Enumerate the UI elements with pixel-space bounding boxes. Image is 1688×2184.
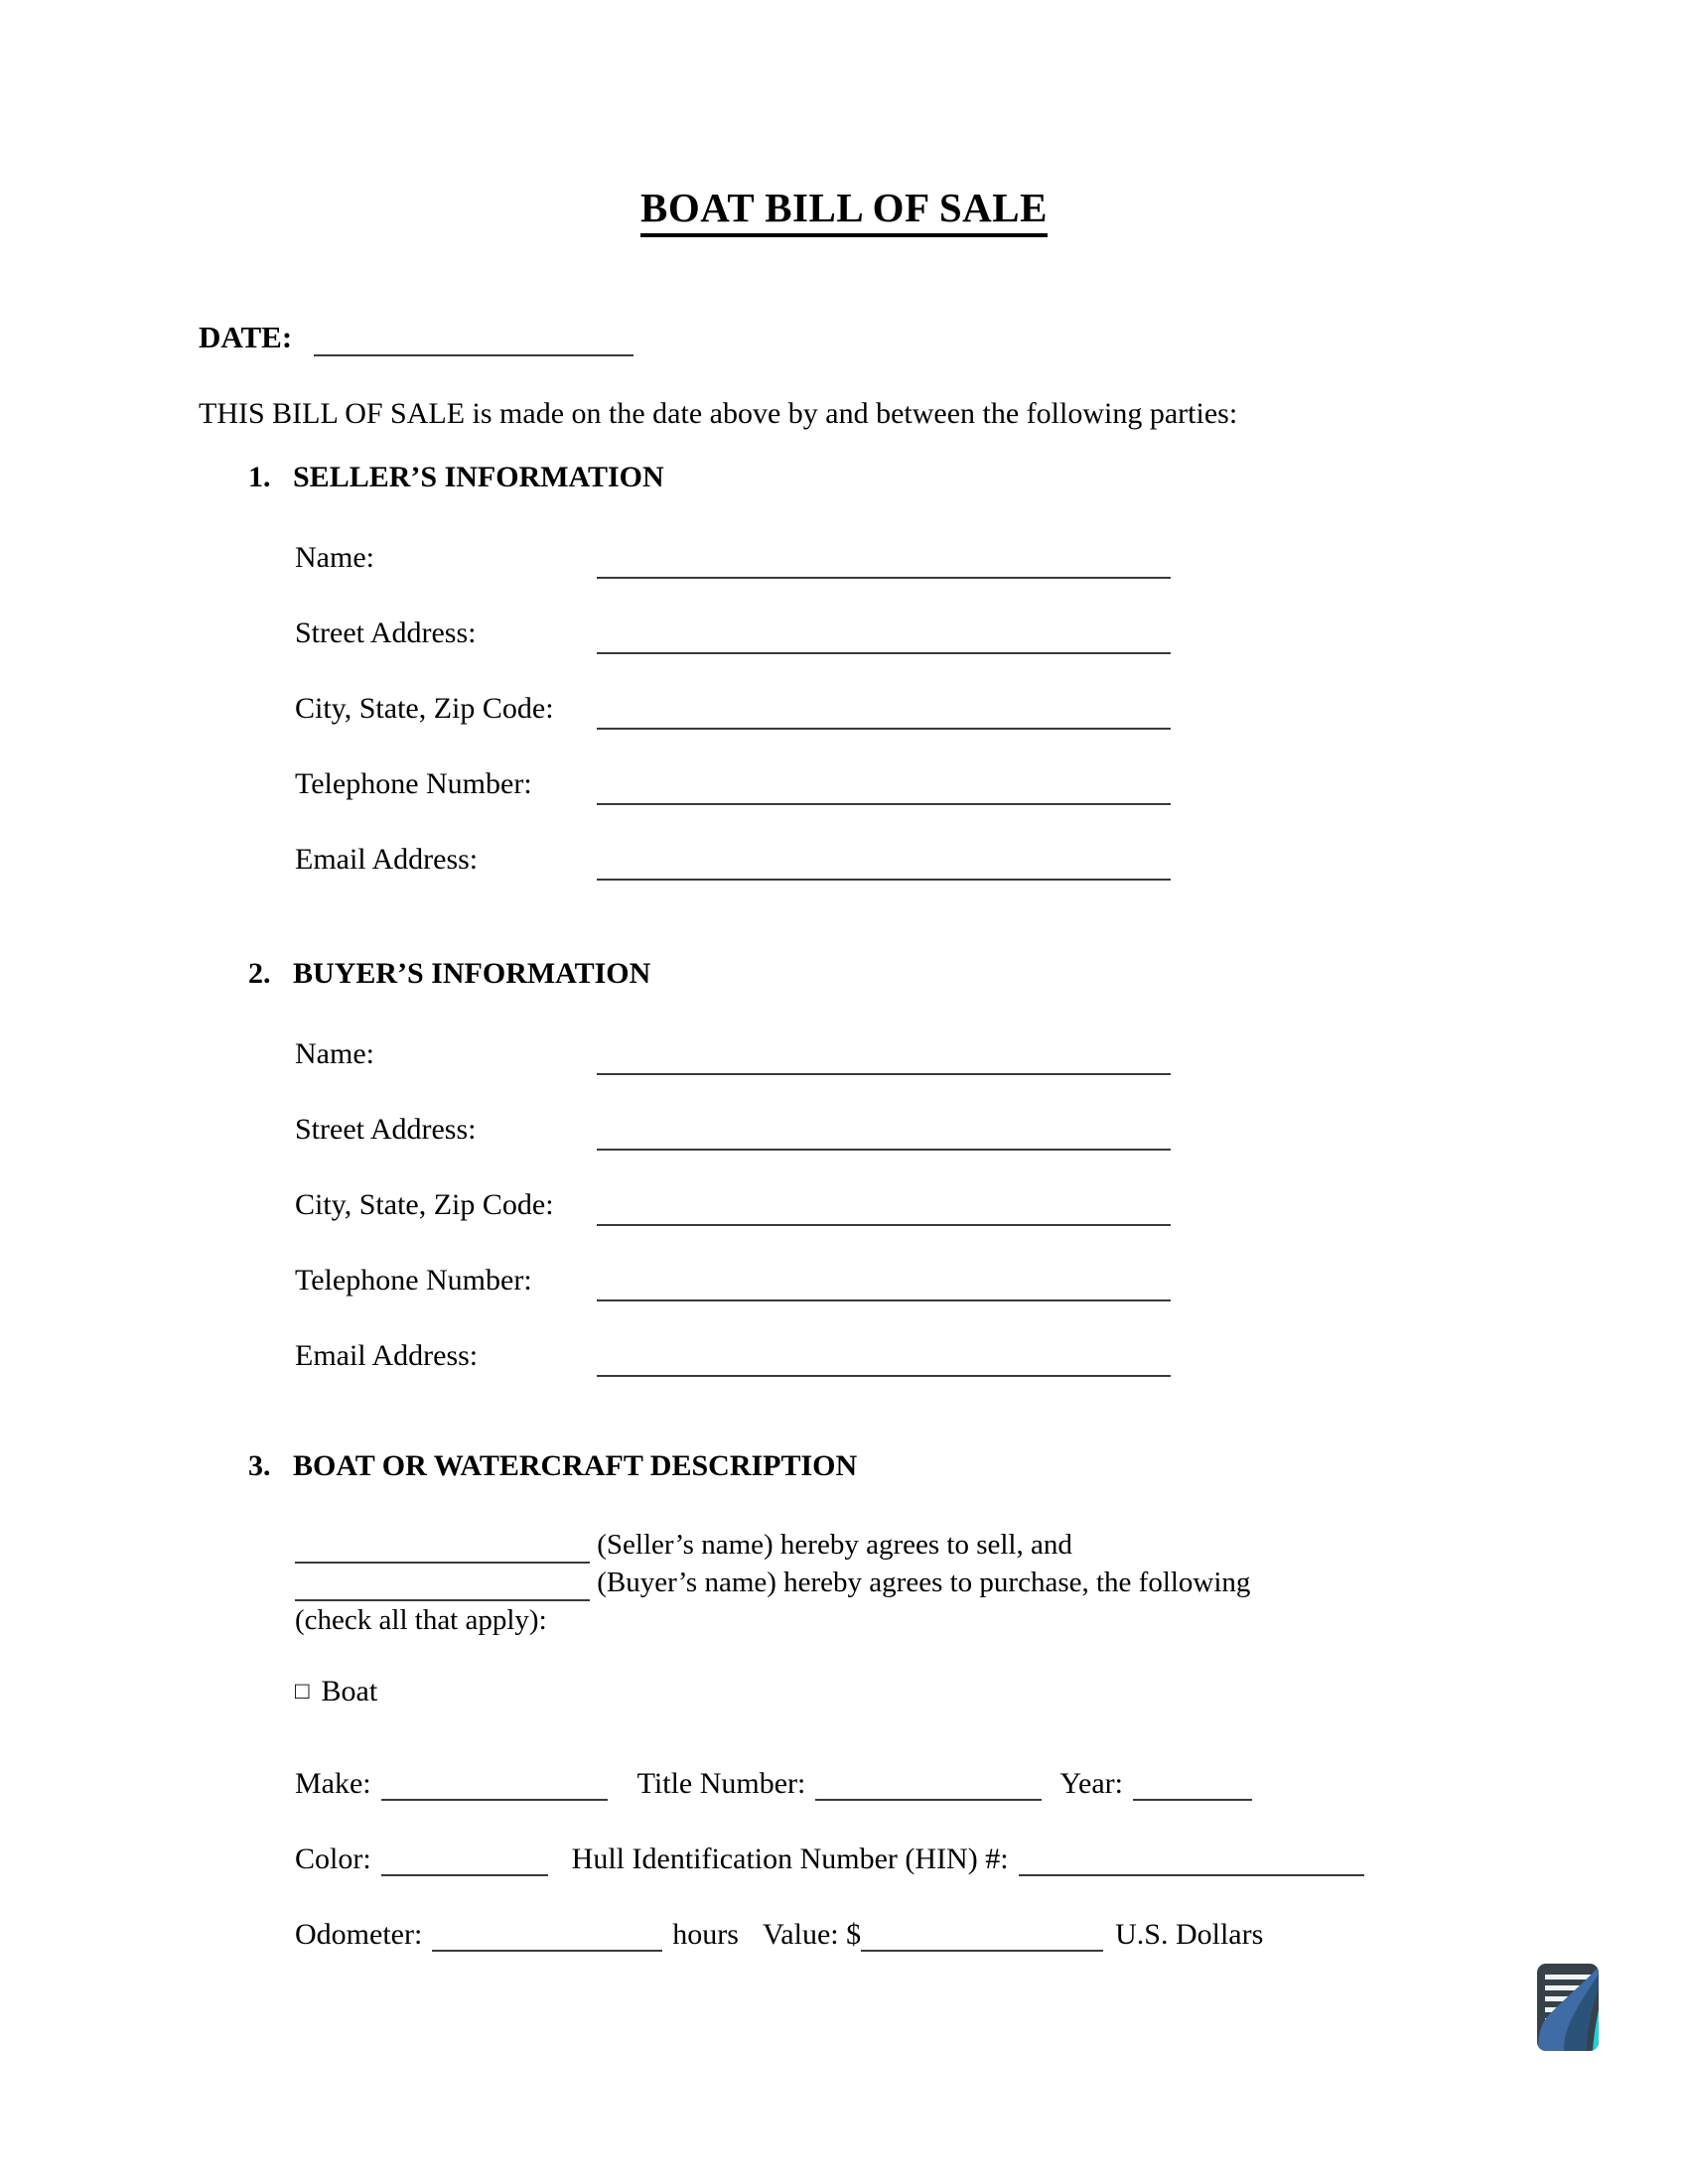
section-number-1: 1. [248,461,271,493]
input-value[interactable] [861,1920,1103,1953]
label-hin: Hull Identification Number (HIN) #: [571,1843,1009,1875]
section-heading-sellers-information [248,461,664,494]
label-seller-city-state-zip: City, State, Zip Code: [295,692,554,725]
page-title [0,184,1688,231]
label-hours: hours [672,1918,739,1951]
label-us-dollars: U.S. Dollars [1115,1918,1264,1951]
seller-name-agreement-line [295,1526,1491,1564]
label-buyer-street-address: Street Address: [295,1113,477,1146]
checkbox-boat[interactable] [295,1675,377,1708]
input-color[interactable] [381,1844,548,1877]
intro-paragraph: THIS BILL OF SALE is made on the date above by and between the following parties: [199,397,1238,430]
input-odometer[interactable] [432,1920,662,1953]
input-title-number[interactable] [815,1769,1042,1802]
section-number-2: 2. [248,957,271,990]
section-number-3: 3. [248,1449,271,1482]
date-row [199,320,633,356]
input-buyer-email[interactable] [597,1375,1171,1377]
label-seller-telephone: Telephone Number: [295,767,532,800]
check-all-that-apply-text: (check all that apply): [295,1604,547,1636]
label-odometer: Odometer: [295,1918,423,1951]
input-make[interactable] [381,1769,608,1802]
label-seller-name: Name: [295,541,374,574]
detail-row-color-hin [295,1843,1364,1876]
section-title-2: BUYER’S INFORMATION [293,957,651,990]
input-seller-email[interactable] [597,879,1171,881]
detail-row-odometer-value [295,1918,1263,1952]
label-title-number: Title Number: [636,1767,806,1800]
label-year: Year: [1059,1767,1123,1800]
input-buyer-name[interactable] [597,1073,1171,1075]
input-seller-name-agreement[interactable] [295,1529,590,1564]
boat-description-paragraph [295,1526,1491,1639]
buyer-name-agreement-line [295,1564,1491,1601]
input-hin[interactable] [1019,1844,1364,1877]
document-logo-icon [1517,1946,1613,2057]
page-title-text: BOAT BILL OF SALE [640,185,1048,237]
detail-row-make-title-year [295,1767,1252,1801]
label-value: Value: $ [762,1918,862,1951]
input-seller-telephone[interactable] [597,803,1171,805]
label-seller-street-address: Street Address: [295,616,477,649]
date-input-line[interactable] [314,323,633,356]
input-seller-name[interactable] [597,577,1171,579]
section-heading-boat-description [248,1449,857,1483]
input-buyer-street-address[interactable] [597,1149,1171,1151]
checkbox-boat-label: Boat [321,1675,378,1707]
input-buyer-city-state-zip[interactable] [597,1224,1171,1226]
document-logo [1517,1946,1613,2057]
label-make: Make: [295,1767,371,1800]
input-seller-street-address[interactable] [597,652,1171,654]
section-title-3: BOAT OR WATERCRAFT DESCRIPTION [293,1449,858,1482]
seller-agreement-text: (Seller’s name) hereby agrees to sell, and [597,1529,1072,1561]
label-seller-email: Email Address: [295,843,479,876]
input-buyer-telephone[interactable] [597,1299,1171,1301]
checkbox-square-icon[interactable]: □ [295,1679,310,1706]
label-buyer-telephone: Telephone Number: [295,1264,532,1297]
label-buyer-city-state-zip: City, State, Zip Code: [295,1188,554,1221]
label-color: Color: [295,1843,371,1875]
input-seller-city-state-zip[interactable] [597,728,1171,730]
input-year[interactable] [1133,1769,1252,1802]
buyer-agreement-text: (Buyer’s name) hereby agrees to purchase, the following [597,1567,1251,1598]
section-title-1: SELLER’S INFORMATION [293,461,664,493]
input-buyer-name-agreement[interactable] [295,1567,590,1601]
date-label: DATE: [199,320,293,354]
label-buyer-email: Email Address: [295,1339,479,1372]
section-heading-buyers-information [248,957,650,991]
label-buyer-name: Name: [295,1037,374,1070]
